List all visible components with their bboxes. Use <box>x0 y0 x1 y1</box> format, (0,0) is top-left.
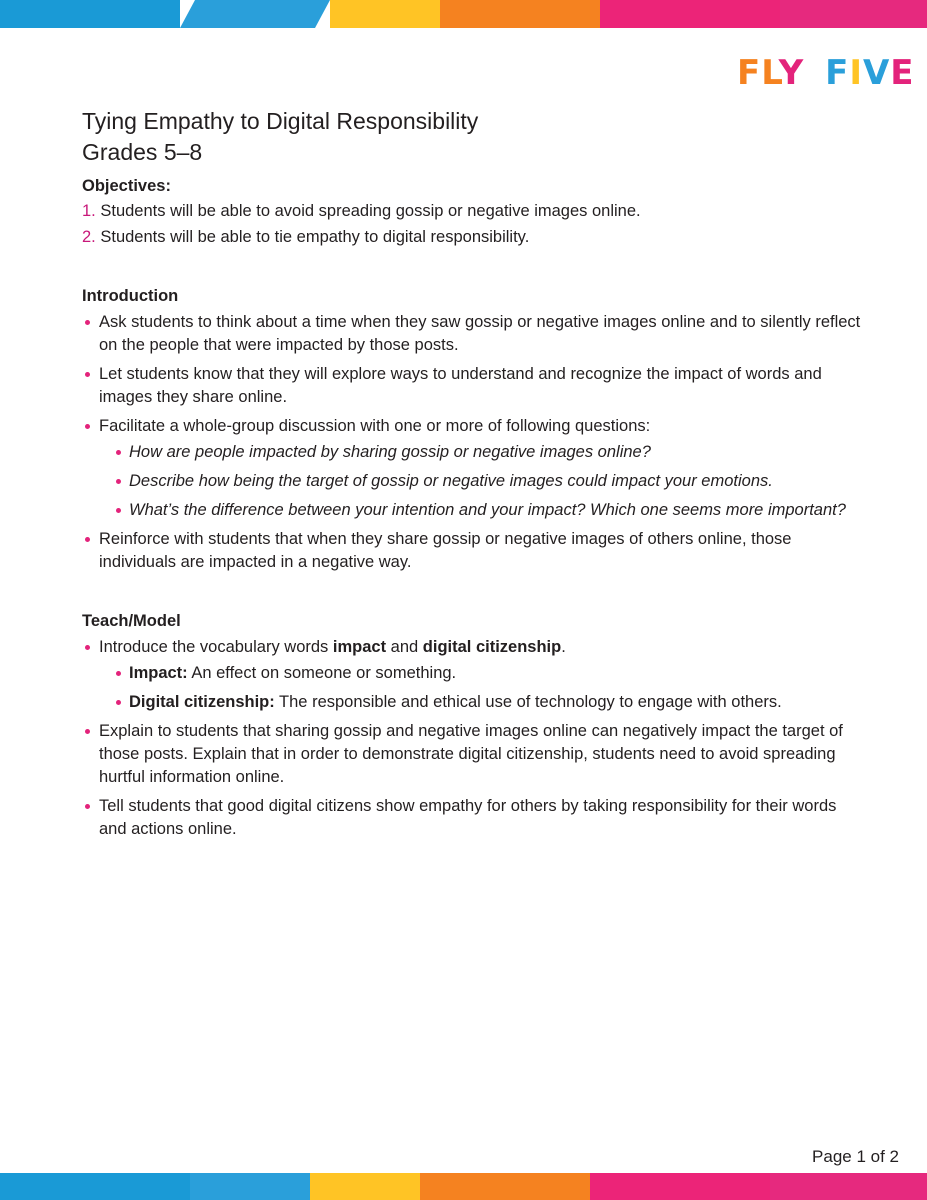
grade-range: Grades 5–8 <box>82 139 203 165</box>
introduction-list <box>82 311 862 574</box>
svg-text:FLY FIVE: FLY FIVE <box>737 53 915 93</box>
lesson-title: Tying Empathy to Digital Responsibility <box>82 108 479 134</box>
objective-text: Students will be able to tie empathy to digital responsibility. <box>100 228 530 246</box>
teach-model-list <box>82 636 862 841</box>
list-item: Ask students to think about a time when they saw gossip or negative images online and to silently reflect on the people that were impacted by those posts. <box>82 311 862 357</box>
objective-item <box>82 199 862 223</box>
vocab-definition: The responsible and ethical use of technology to engage with others. <box>274 693 782 711</box>
vocab-item <box>99 662 862 685</box>
list-item <box>82 636 862 714</box>
text-run: Introduce the vocabulary words <box>99 638 333 656</box>
list-item-text: Facilitate a whole-group discussion with one or more of following questions: <box>99 417 651 435</box>
vocab-item <box>99 691 862 714</box>
objective-number: 1. <box>82 202 96 220</box>
vocabulary-list <box>99 662 862 714</box>
vocab-word: impact <box>332 638 387 656</box>
fly-five-logo <box>737 48 915 97</box>
list-item: Explain to students that sharing gossip and negative images online can negatively impact the target of those posts. Explain that in order to demonstrate digital citizenship, students need to avoid spreading hurtful information online. <box>82 720 862 789</box>
teach-model-heading: Teach/Model <box>82 612 181 630</box>
lesson-content <box>82 106 862 847</box>
vocab-word: digital citizenship <box>422 638 562 656</box>
vocab-term: Digital citizenship: <box>129 693 275 711</box>
objective-text: Students will be able to avoid spreading gossip or negative images online. <box>100 202 641 220</box>
objective-number: 2. <box>82 228 96 246</box>
list-item: Tell students that good digital citizens show empathy for others by taking responsibility for their words and actions online. <box>82 795 862 841</box>
objectives-list <box>82 199 862 249</box>
vocab-definition: An effect on someone or something. <box>187 664 457 682</box>
objectives-heading: Objectives: <box>82 177 171 195</box>
objective-item <box>82 225 862 249</box>
question-item: How are people impacted by sharing gossip or negative images online? <box>99 441 862 464</box>
text-run: and <box>386 638 423 656</box>
vocab-term: Impact: <box>129 664 188 682</box>
question-item: Describe how being the target of gossip or negative images could impact your emotions. <box>99 470 862 493</box>
top-color-stripe <box>0 0 927 28</box>
list-item: Reinforce with students that when they share gossip or negative images of others online, those individuals are impacted in a negative way. <box>82 528 862 574</box>
discussion-questions <box>99 441 862 522</box>
text-run: . <box>561 638 566 656</box>
bottom-color-stripe <box>0 1173 927 1200</box>
page-number: Page 1 of 2 <box>812 1147 899 1166</box>
list-item: Let students know that they will explore ways to understand and recognize the impact of words and images they share online. <box>82 363 862 409</box>
question-item: What’s the difference between your intention and your impact? Which one seems more important? <box>99 499 862 522</box>
introduction-heading: Introduction <box>82 287 179 305</box>
list-item <box>82 415 862 522</box>
